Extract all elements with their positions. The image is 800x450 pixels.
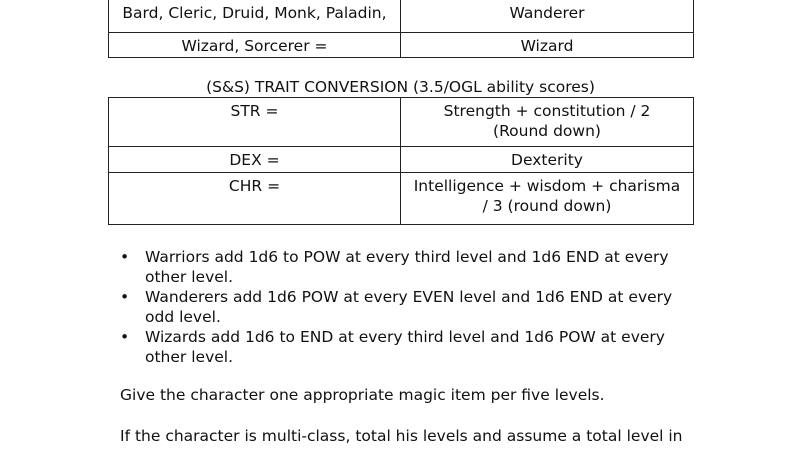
trait-conversion-caption: (S&S) TRAIT CONVERSION (3.5/OGL ability scores) (206, 78, 595, 96)
table-row (109, 147, 694, 173)
trait-formula-cell (401, 147, 694, 173)
bullet-icon: • (120, 248, 130, 266)
trait-name-cell: STR = (109, 98, 401, 147)
list-item-text: Wizards add 1d6 to END at every third level and 1d6 POW at every other level. (145, 328, 665, 366)
formula-line: Dexterity (511, 151, 583, 169)
trait-formula-cell (401, 173, 694, 225)
formula-line: Strength + constitution / 2 (443, 102, 651, 120)
trait-name-cell: CHR = (109, 173, 401, 225)
list-item (120, 287, 695, 327)
list-item (120, 247, 695, 287)
class-result-cell: Wizard (401, 33, 694, 58)
trait-conversion-table (108, 97, 694, 225)
list-item (120, 327, 695, 367)
formula-line: / 3 (round down) (482, 197, 612, 215)
bullet-icon: • (120, 328, 130, 346)
list-item-text: Wanderers add 1d6 POW at every EVEN level and 1d6 END at every odd level. (145, 288, 673, 326)
trait-formula-cell (401, 98, 694, 147)
class-result-cell: Wanderer (401, 0, 694, 33)
bullet-icon: • (120, 288, 130, 306)
table-row (109, 0, 694, 33)
level-advancement-list (120, 247, 695, 367)
formula-line: (Round down) (493, 122, 601, 140)
table-row (109, 33, 694, 58)
class-conversion-table (108, 0, 694, 58)
class-list-cell: Wizard, Sorcerer = (109, 33, 401, 58)
multi-class-paragraph: If the character is multi-class, total his levels and assume a total level in (120, 427, 683, 445)
table-row (109, 173, 694, 225)
formula-line: Intelligence + wisdom + charisma (413, 177, 681, 195)
class-list-cell: Bard, Cleric, Druid, Monk, Paladin, (109, 0, 401, 33)
magic-item-paragraph: Give the character one appropriate magic item per five levels. (120, 386, 605, 404)
trait-name-cell: DEX = (109, 147, 401, 173)
list-item-text: Warriors add 1d6 to POW at every third level and 1d6 END at every other level. (145, 248, 669, 286)
table-row (109, 98, 694, 147)
